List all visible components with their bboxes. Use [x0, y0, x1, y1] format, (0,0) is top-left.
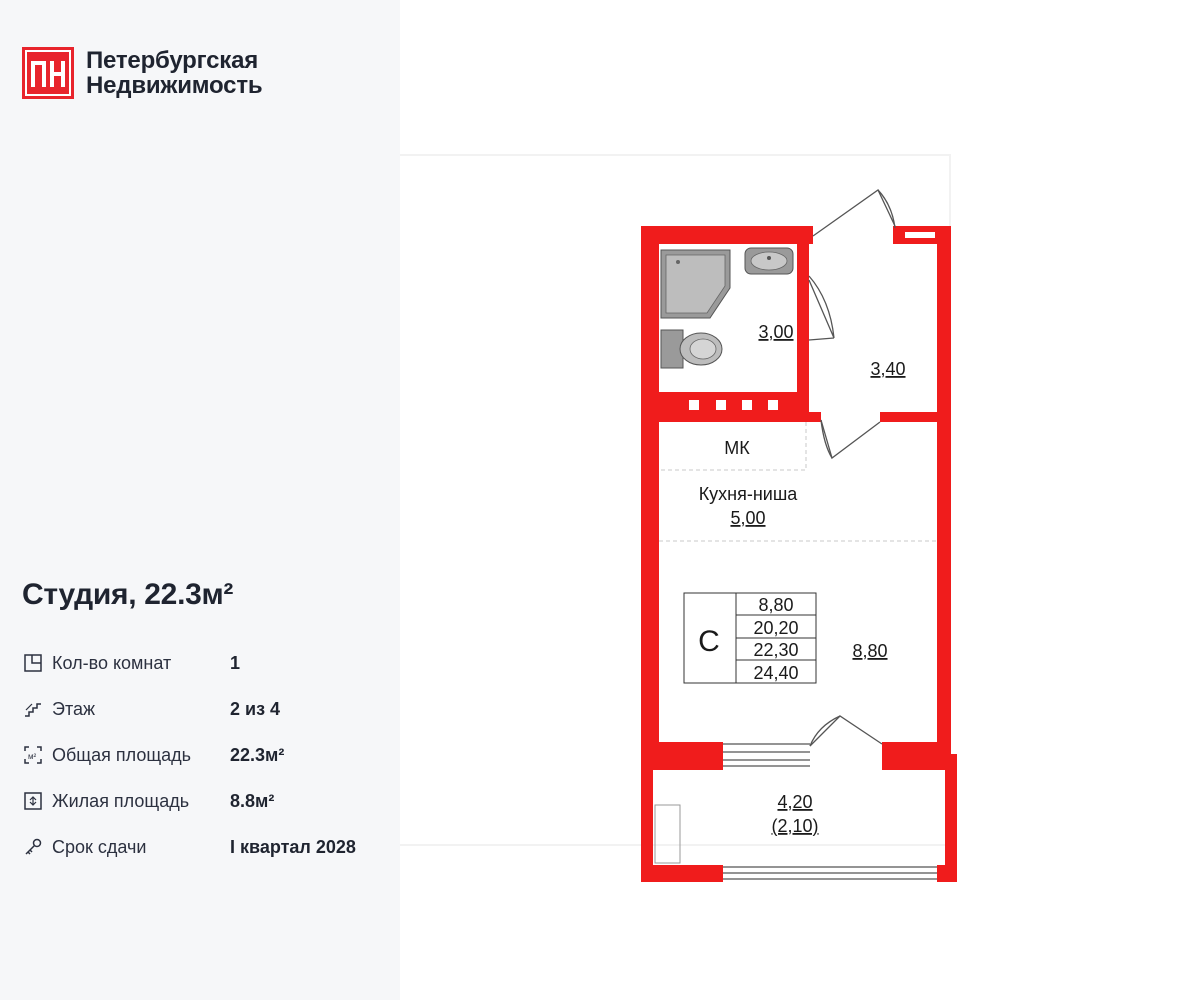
legend-area: 20,20: [753, 618, 799, 638]
doors: [723, 190, 937, 879]
balcony-area-reduced: (2,10): [771, 816, 819, 836]
room-area: 8,80: [852, 641, 888, 661]
property-deadline: [22, 824, 382, 870]
balcony-area: 4,20: [777, 792, 813, 812]
legend-letter: С: [698, 625, 720, 658]
property-label: Срок сдачи: [52, 836, 147, 857]
property-label: Этаж: [52, 698, 96, 719]
area-icon: [22, 744, 44, 766]
kitchen-area: 5,00: [730, 508, 766, 528]
logo-mark-icon: [22, 47, 74, 99]
listing-title: Студия, 22.3м²: [22, 578, 234, 611]
property-value: 2 из 4: [230, 698, 281, 719]
brand-line-2: Недвижимость: [86, 72, 263, 99]
property-list: [22, 640, 382, 870]
property-floor: [22, 686, 382, 732]
property-label: Общая площадь: [52, 744, 192, 765]
legend-total-area: 22,30: [753, 640, 799, 660]
property-living-area: [22, 778, 382, 824]
living-area-icon: [22, 790, 44, 812]
floorplan-icon: [22, 652, 44, 674]
bathroom-area: 3,00: [758, 322, 794, 342]
property-rooms: [22, 640, 382, 686]
key-icon: [22, 836, 44, 858]
property-value: 1: [230, 652, 241, 673]
property-total-area: [22, 732, 382, 778]
toilet-icon: [661, 330, 722, 368]
mk-label: МК: [724, 438, 750, 458]
walls: [641, 226, 957, 882]
shower-icon: [661, 250, 730, 318]
brand-logo: [22, 47, 262, 99]
svg-text:м²: м²: [28, 752, 37, 761]
property-label: Жилая площадь: [52, 790, 190, 811]
property-value: 8.8м²: [230, 790, 275, 811]
property-label: Кол-во комнат: [52, 652, 172, 673]
sink-icon: [745, 248, 793, 274]
floor-plan: [400, 0, 1200, 1000]
property-value: I квартал 2028: [230, 836, 356, 857]
legend-living-area: 8,80: [758, 595, 794, 615]
legend-total-with-balcony: 24,40: [753, 663, 799, 683]
brand-name: [86, 48, 262, 98]
property-value: 22.3м²: [230, 744, 285, 765]
stairs-icon: [22, 698, 44, 720]
info-sidebar: [0, 0, 400, 1000]
hall-area: 3,40: [870, 359, 906, 379]
zone-lines: [659, 422, 937, 541]
brand-line-1: Петербургская: [86, 47, 259, 74]
kitchen-label: Кухня-ниша: [698, 484, 798, 504]
floor-plan-drawing: [400, 0, 1200, 1000]
